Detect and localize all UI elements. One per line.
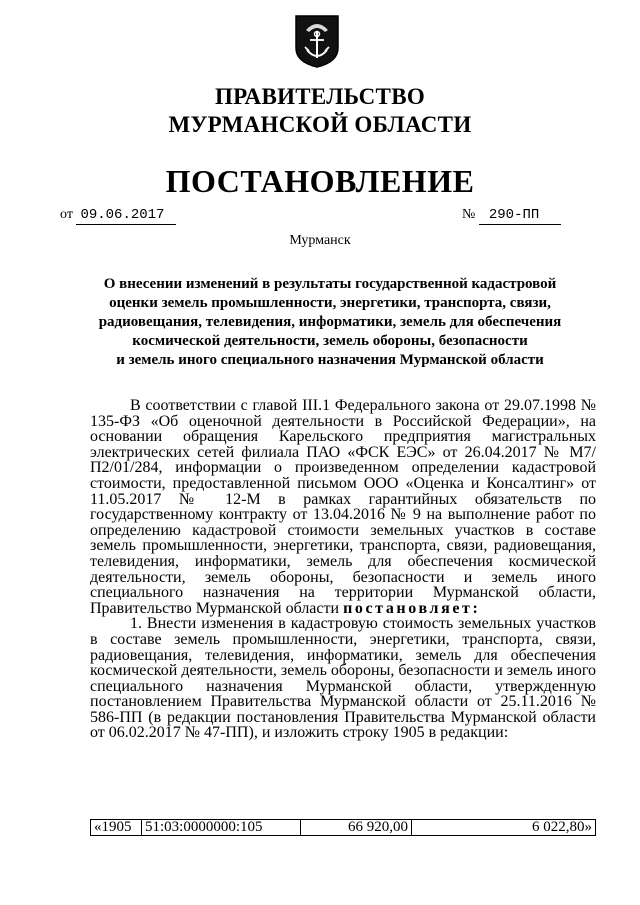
preamble-text: В соответствии с главой III.1 Федерального закона от 29.07.1998 № 135-ФЗ «Об оценочной деятельности в Российской Федерации», на основании обращения Карельского предприятия магистральных электрических сетей филиала ПАО «ФСК ЕЭС» от 26.04.2017 № М7/П2/01/284, информации о произведенном определении кадастровой стоимости, предоставленной письмом ООО «Оценка и Консалтинг» от 11.05.2017 № 12-М в рамках гарантийных обязательств по государственному контракту от 13.04.2016 № 9 на выполнение работ по определению кадастровой стоимости земельных участков в составе земель промышленности, энергетики, транспорта, связи, радиовещания, телевидения, информатики, земель для обеспечения космической деятельности, земель обороны, безопасности и земель иного специального назначения на территории Мурманской области, Правительство Мурманской области <box>90 397 596 617</box>
title-line: оценки земель промышленности, энергетики, транспорта, связи, <box>109 295 551 311</box>
document-number: 290-ПП <box>479 206 561 225</box>
cadastral-row-table <box>90 819 596 836</box>
title-line: космической деятельности, земель обороны, безопасности <box>132 333 528 349</box>
city: Мурманск <box>289 233 351 248</box>
title-line: радиовещания, телевидения, информатики, земель для обеспечения <box>98 314 562 330</box>
row-number-cell: «1905 <box>91 820 142 836</box>
date-line <box>60 206 176 225</box>
title-line: и земель иного специального назначения Мурманской области <box>116 352 544 368</box>
document-title <box>90 275 570 370</box>
document-type: ПОСТАНОВЛЕНИЕ <box>165 163 475 199</box>
number-line <box>462 206 561 225</box>
paragraph-item-1: 1. Внести изменения в кадастровую стоимость земельных участков в составе земель промышленности, энергетики, транспорта, связи, радиовещания, телевидения, информатики, земель для обеспечения космической деятельности, земель обороны, безопасности и земель иного специального назначения Мурманской области, утвержденную постановлением Правительства Мурманской области от 25.11.2016 № 586-ПП (в редакции постановления Правительства Мурманской области от 06.02.2017 № 47-ПП), и изложить строку 1905 в редакции: <box>90 615 596 742</box>
cadastral-value-cell: 6 022,80» <box>412 820 596 836</box>
cadastral-number-cell: 51:03:0000000:105 <box>142 820 301 836</box>
resolves-colon: : <box>472 599 481 617</box>
area-cell: 66 920,00 <box>301 820 412 836</box>
number-prefix: № <box>462 207 476 222</box>
document-body <box>90 398 596 741</box>
document-date: 09.06.2017 <box>76 206 176 225</box>
title-line: О внесении изменений в результаты государственной кадастровой <box>103 276 557 292</box>
government-line-1: ПРАВИТЕЛЬСТВО <box>214 84 426 109</box>
date-prefix: от <box>60 207 73 222</box>
table-row <box>91 820 596 836</box>
paragraph-preamble <box>90 398 596 616</box>
government-name <box>0 83 640 139</box>
resolves-verb: постановляет <box>343 599 473 617</box>
coat-of-arms-emblem <box>294 14 340 68</box>
government-line-2: МУРМАНСКОЙ ОБЛАСТИ <box>168 112 472 137</box>
